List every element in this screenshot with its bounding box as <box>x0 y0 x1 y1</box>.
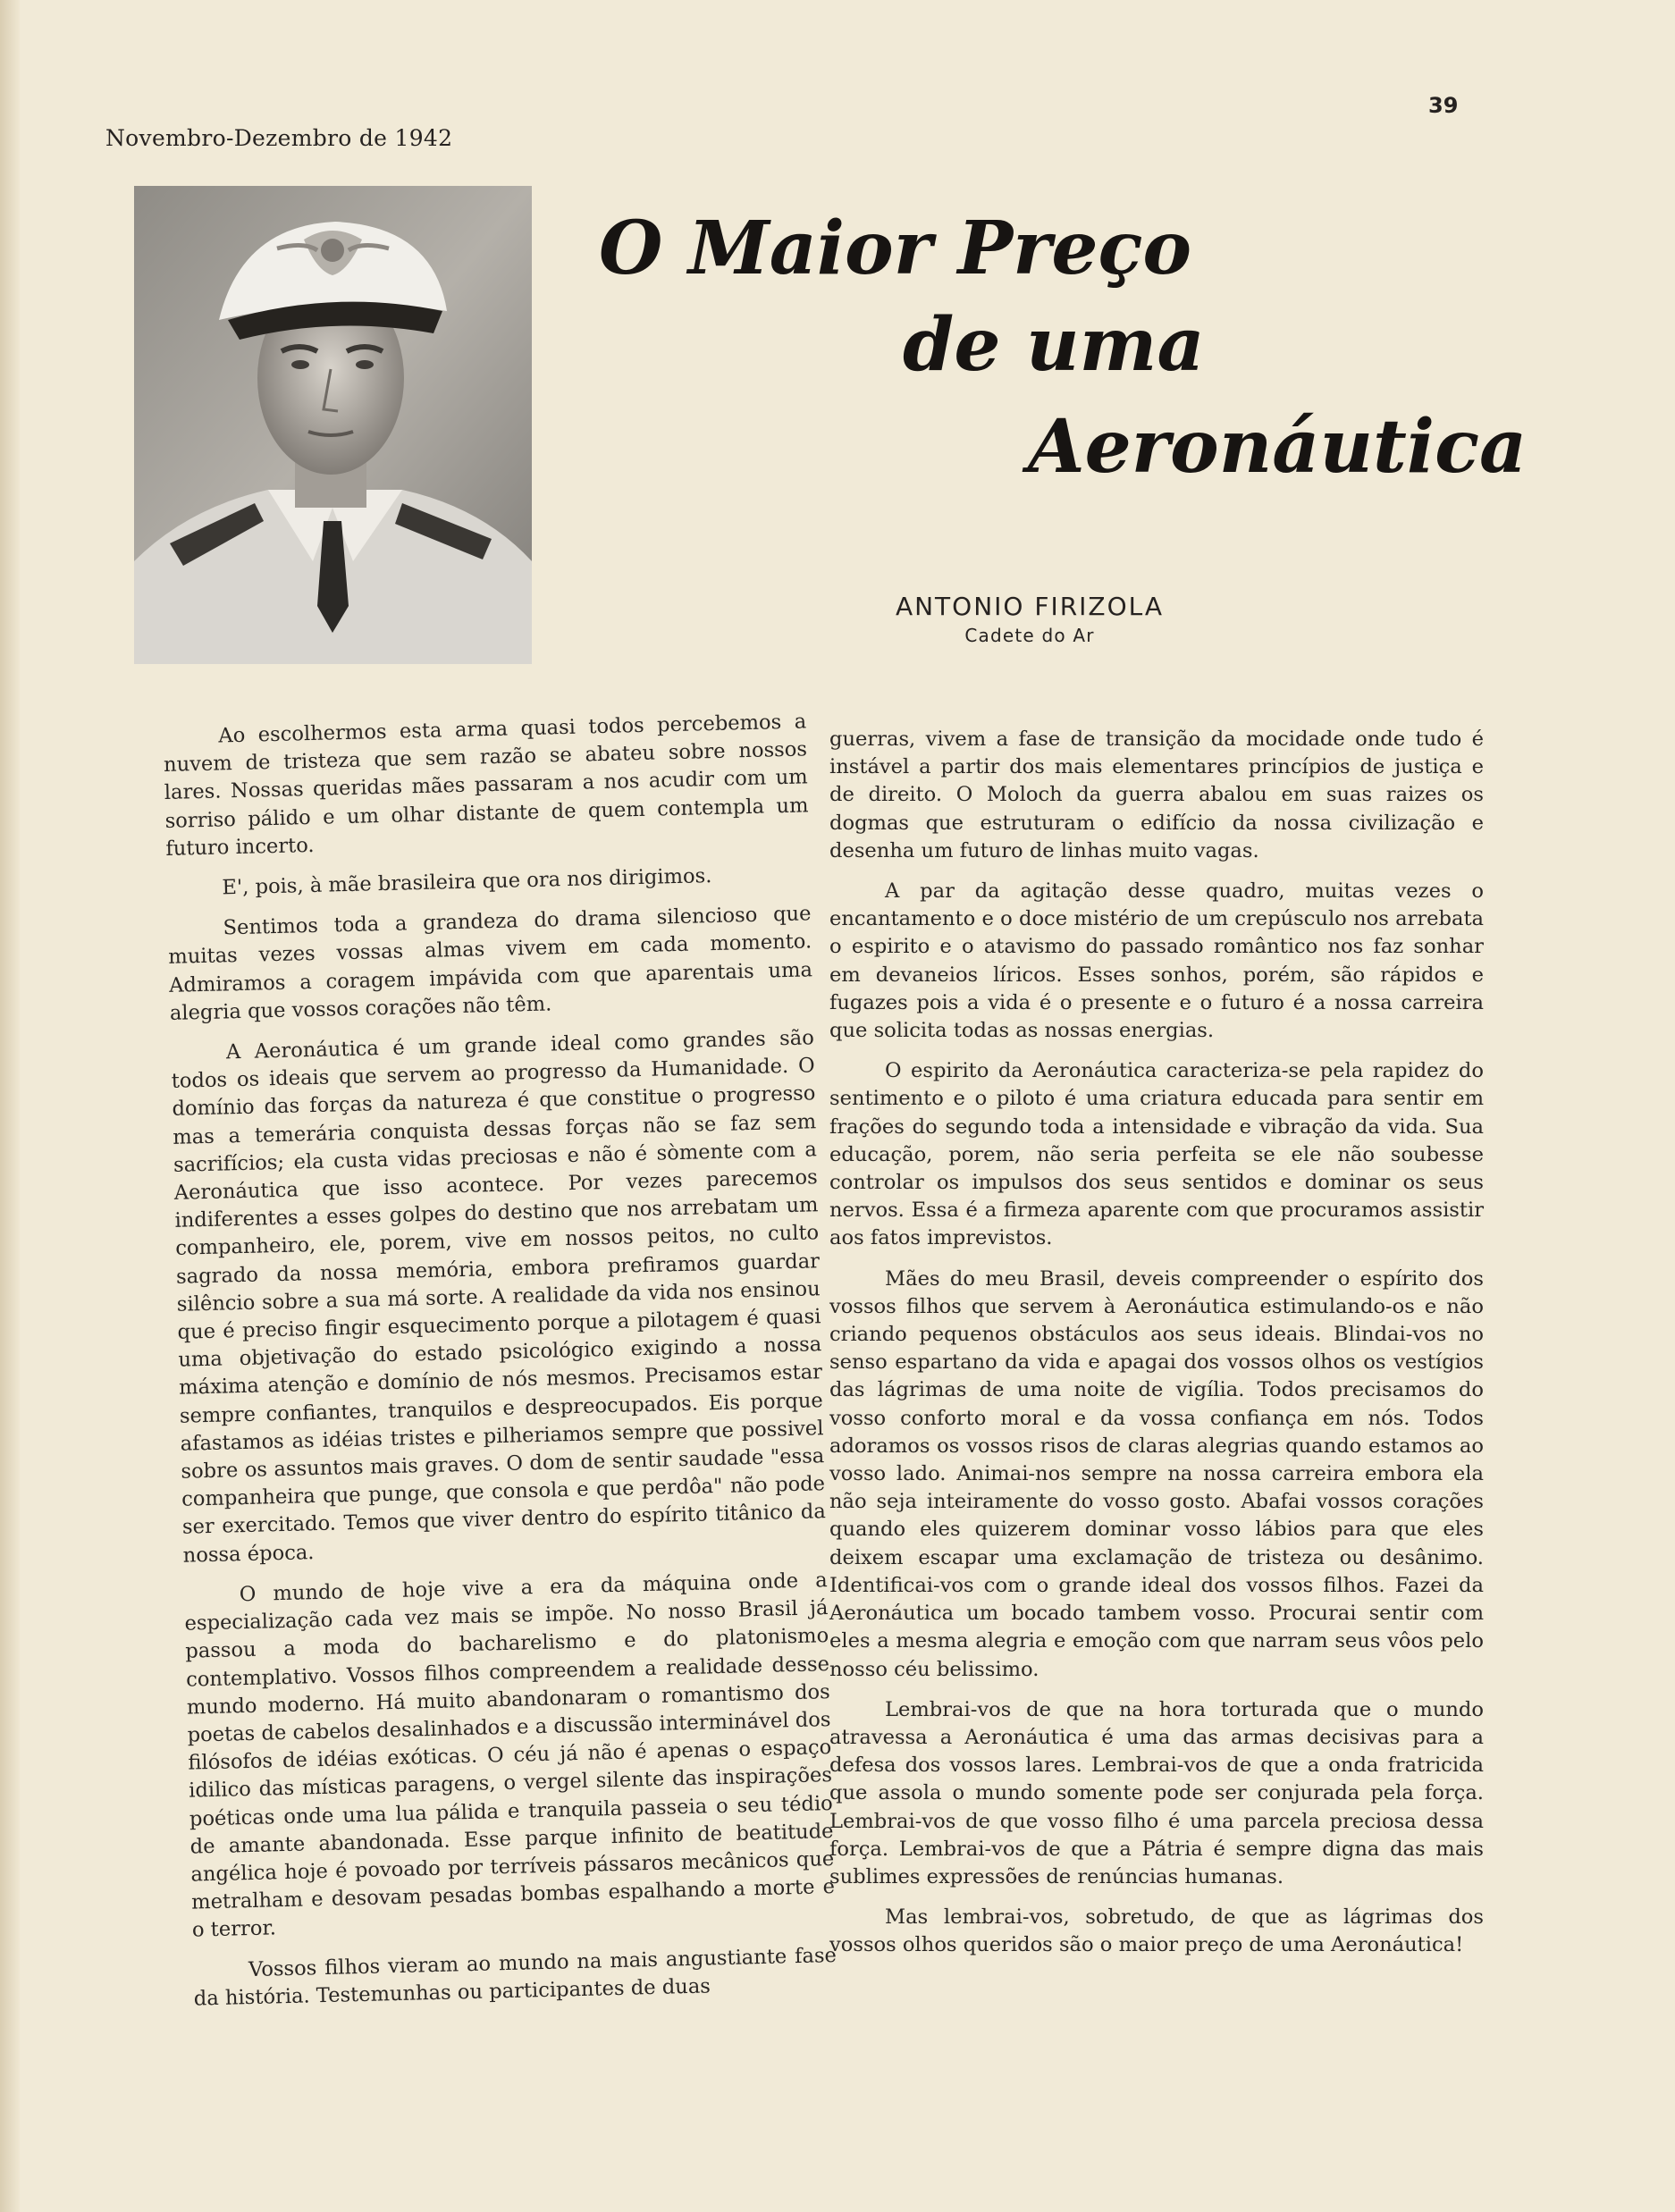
issue-date: Novembro-Dezembro de 1942 <box>105 125 453 151</box>
paragraph: guerras, vivem a fase de transição da mocidade onde tudo é instável a partir dos mais elementares princípios de justiça e de direito. O Moloch da guerra abalou em suas raizes os dogmas que estruturam o edifício da nossa civilização e desenha um futuro de linhas muito vagas. <box>829 728 1484 862</box>
title-line-1: O Maior Preço <box>599 206 1192 291</box>
author-name: ANTONIO FIRIZOLA <box>895 592 1165 621</box>
article-title <box>572 206 1528 500</box>
title-line-3: Aeronáutica <box>1028 404 1528 490</box>
paragraph: Mas lembrai-vos, sobretudo, de que as lágrimas dos vossos olhos queridos são o maior preço de uma Aeronáutica! <box>829 1905 1484 1957</box>
author-role: Cadete do Ar <box>964 625 1095 646</box>
left-column <box>163 708 838 2025</box>
page-binding-edge <box>0 0 20 2212</box>
paragraph: Mães do meu Brasil, deveis compreender o espírito dos vossos filhos que servem à Aeronáutica estimulando-os e não criando pequenos obstáculos aos seus ideais. Blindai-vos no senso espartano da vida e apagai dos vossos olhos os vestígios das lágrimas de uma noite de vigília. Todos precisamos do vosso conforto moral e da vossa confiança em nós. Todos adoramos os vossos risos de claras alegrias quando estamos ao vosso lado. Animai-nos sempre na nossa carreira embora ela não seja inteiramente do vosso gosto. Abafai vossos corações quando eles quizerem dominar vosso lábios para que eles deixem escapar uma exclamação de tristeza ou desânimo. Identificai-vos com o grande ideal dos vossos filhos. Fazei da Aeronáutica um bocado tambem vosso. Procurai sentir com eles a mesma alegria e emoção com que narram seus vôos pelo nosso céu belissimo. <box>829 1266 1484 1681</box>
paragraph: O mundo de hoje vive a era da máquina onde a especialização cada vez mais se impõe. No nosso Brasil já passou a moda do bacharelismo e do platonismo contemplativo. Vossos filhos compreendem a realidade desse mundo moderno. Há muito abandonaram o romantismo dos poetas de cabelos desalinhados e a discussão interminável dos filósofos de idéias exóticas. O céu já não é apenas o espaço idilico das místicas paragens, o vergel silente das inspirações poéticas onde uma lua pálida e tranquila passeia o seu tédio de amante abandonada. Esse parque infinito de beatitude angélica hoje é povoado por terríveis pássaros mecânicos que metralham e desovam pesadas bombas espalhando a morte e o terror. <box>184 1569 836 1942</box>
paragraph: Sentimos toda a grandeza do drama silencioso que muitas vezes vossas almas vivem em cada momento. Admiramos a coragem impávida com que aparentais uma alegria que vossos corações não têm. <box>168 902 813 1025</box>
paragraph: Ao escolhermos esta arma quasi todos percebemos a nuvem de tristeza que sem razão se abateu sobre nossos lares. Nossas queridas mães passaram a nos acudir com um sorriso pálido e um olhar distante de quem contempla um futuro incerto. <box>163 710 809 861</box>
author-portrait-photo <box>134 186 532 664</box>
paragraph: E', pois, à mãe brasileira que ora nos dirigimos. <box>222 864 712 900</box>
paragraph: A par da agitação desse quadro, muitas vezes o encantamento e o doce mistério de um crepúsculo nos arrebata o espirito e o atavismo do passado romântico nos faz sonhar em devaneios líricos. Esses sonhos, porém, são rápidos e fugazes pois a vida é o presente e o futuro é a nossa carreira que solicita todas as nossas energias. <box>829 879 1484 1043</box>
right-column <box>829 726 1484 1972</box>
paragraph: O espirito da Aeronáutica caracteriza-se pela rapidez do sentimento e o piloto é uma criatura educada para sentir em frações do segundo toda a intensidade e vibração da vida. Sua educação, porem, não seria perfeita se ele não soubesse controlar os impulsos dos seus sentidos e dominar os seus nervos. Essa é a firmeza aparente com que procuramos assistir aos fatos imprevistos. <box>829 1059 1484 1250</box>
paragraph: Vossos filhos vieram ao mundo na mais angustiante fase da história. Testemunhas ou participantes de duas <box>193 1943 838 2011</box>
byline <box>869 592 1191 646</box>
paragraph: A Aeronáutica é um grande ideal como grandes são todos os ideais que servem ao progresso da Humanidade. O domínio das forças da natureza é que constitue o progresso mas a temerária conquista dessas forças não se faz sem sacrifícios; ela custa vidas preciosas e não é sòmente com a Aeronáutica que isso acontece. Por vezes parecemos indiferentes a esses golpes do destino que nos arrebatam um companheiro, ele, porem, vive em nossos peitos, no culto sagrado da nossa memória, embora prefiramos guardar silêncio sobre a sua má sorte. A realidade da vida nos ensinou que é preciso fingir esquecimento porque a pilotagem é quasi uma objetivação do estado psicológico exigindo a nossa máxima atenção e domínio de nós mesmos. Precisamos estar sempre confiantes, tranquilos e despreocupados. Eis porque afastamos as idéias tristes e pilheriamos sempre que possivel sobre os assuntos mais graves. O dom de sentir saudade "essa companheira que punge, que consola e que perdôa" não pode ser exercitado. Temos que viver dentro do espírito titânico da nossa época. <box>171 1026 827 1568</box>
page-number: 39 <box>1428 93 1459 118</box>
title-line-2: de uma <box>903 302 1205 388</box>
paragraph: Lembrai-vos de que na hora torturada que o mundo atravessa a Aeronáutica é uma das armas decisivas para a defesa dos vossos lares. Lembrai-vos de que a onda fratricida que assola o mundo somente pode ser conjurada pela força. Lembrai-vos de que vosso filho é uma parcela preciosa dessa força. Lembrai-vos de que a Pátria é sempre digna das mais sublimes expressões de renúncias humanas. <box>829 1697 1484 1888</box>
